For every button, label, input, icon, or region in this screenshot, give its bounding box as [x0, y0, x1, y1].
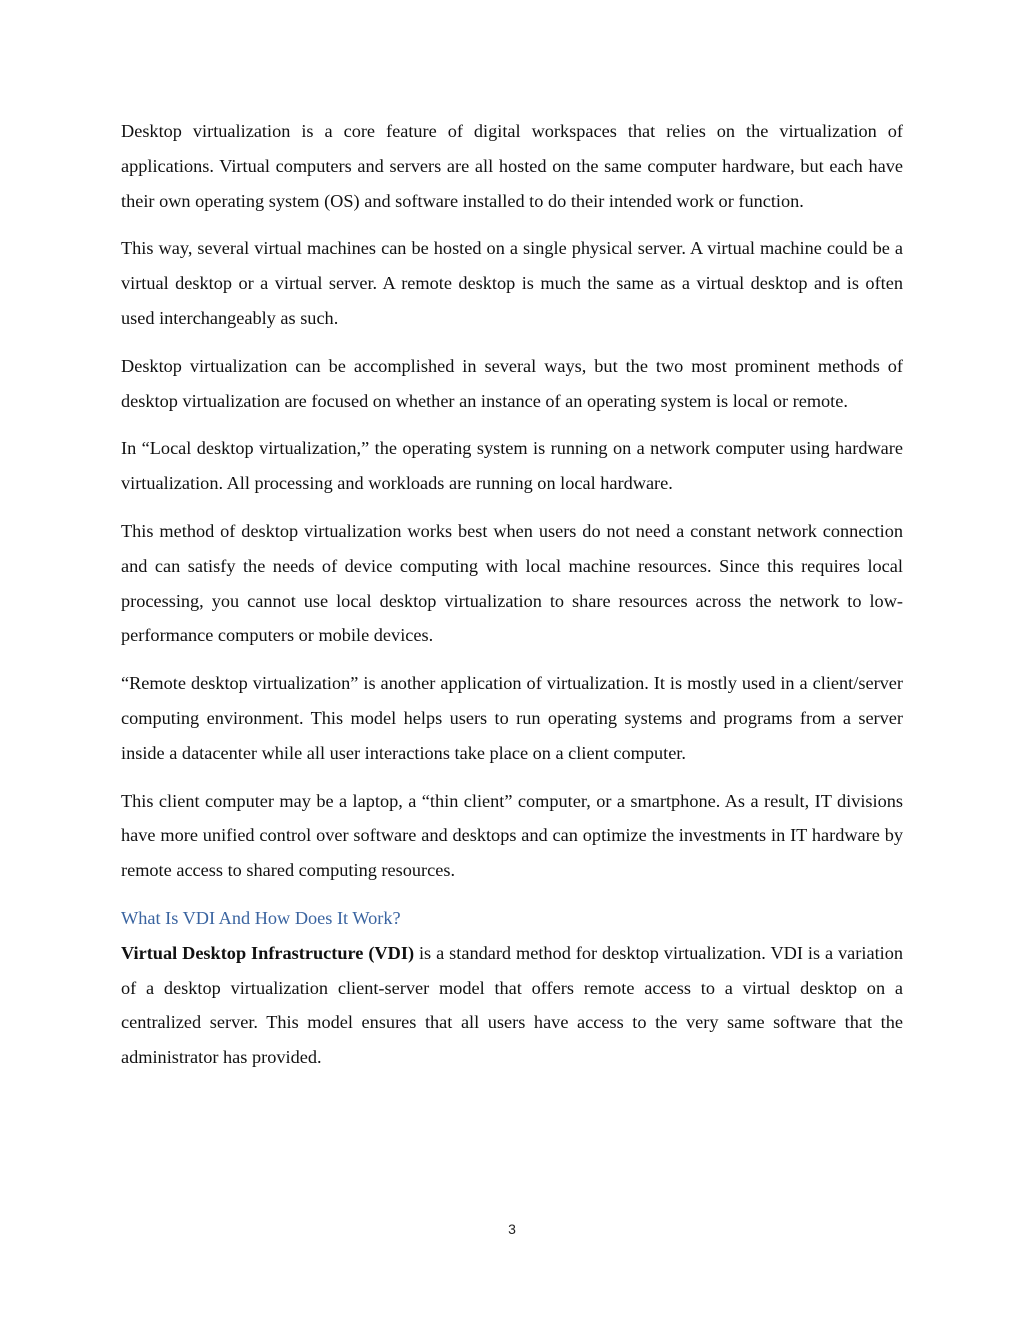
paragraph-vdi	[121, 936, 903, 1075]
paragraph-methods: Desktop virtualization can be accomplished in several ways, but the two most prominent methods of desktop virtualization are focused on whether an instance of an operating system is local or remote.	[121, 355, 903, 411]
vdi-paragraph-text: is a standard method for desktop virtualization. VDI is a variation of a desktop virtualization client-server model that offers remote access to a virtual desktop on a centralized server. This model ensures that all users have access to the very same software that the administrator has provided.	[121, 942, 904, 1068]
paragraph-local-virtualization: In “Local desktop virtualization,” the operating system is running on a network computer using hardware virtualization. All processing and workloads are running on local hardware.	[121, 438, 903, 494]
paragraph-local-method-details: This method of desktop virtualization works best when users do not need a constant network connection and can satisfy the needs of device computing with local machine resources. Since this requires local processing, you cannot use local desktop virtualization to share resources across the network to low-performance computers or mobile devices.	[121, 520, 903, 646]
paragraph-desktop-virtualization-intro: Desktop virtualization is a core feature of digital workspaces that relies on the virtualization of applications. Virtual computers and servers are all hosted on the same computer hardware, but each have their own operating system (OS) and software installed to do their intended work or function.	[121, 121, 903, 211]
paragraph-remote-virtualization: “Remote desktop virtualization” is another application of virtualization. It is mostly used in a client/server computing environment. This model helps users to run operating systems and programs from a server inside a datacenter while all user interactions take place on a client computer.	[121, 673, 903, 763]
paragraph-client-computer: This client computer may be a laptop, a “thin client” computer, or a smartphone. As a result, IT divisions have more unified control over software and desktops and can optimize the investments in IT hardware by remote access to shared computing resources.	[121, 790, 903, 881]
page-content	[121, 114, 903, 1088]
page-number: 3	[508, 1221, 516, 1237]
vdi-bold-lead: Virtual Desktop Infrastructure (VDI)	[121, 942, 415, 963]
section-heading-vdi: What Is VDI And How Does It Work?	[121, 907, 401, 928]
paragraph-virtual-machines: This way, several virtual machines can be hosted on a single physical server. A virtual machine could be a virtual desktop or a virtual server. A remote desktop is much the same as a virtual desktop and is often used interchangeably as such.	[121, 238, 903, 328]
